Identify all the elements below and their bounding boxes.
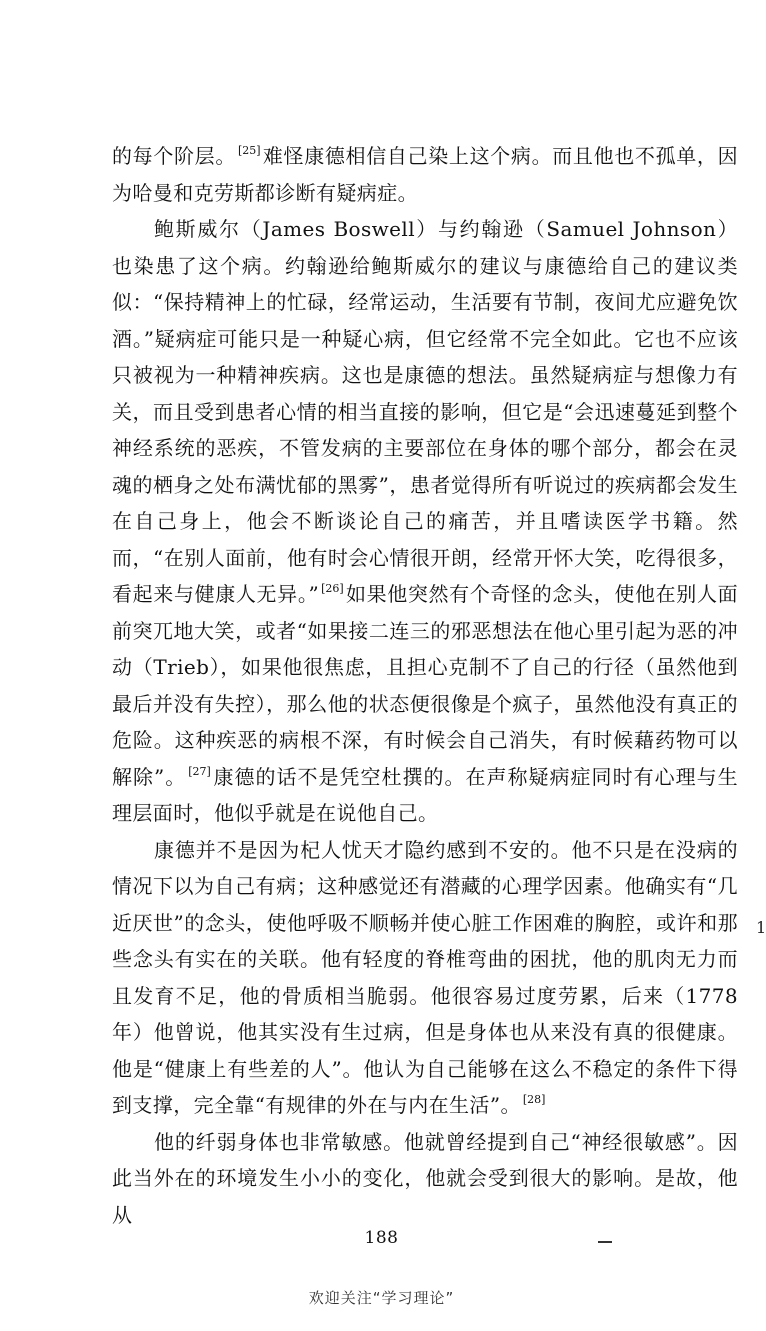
paragraph-text: 如果他突然有个奇怪的念头，使他在别人面前突兀地大笑，或者“如果接二连三的邪恶想法在他心里引起为恶的冲动（Trieb），如果他很焦虑，且担心克制不了自己的行径（虽然他到最后并没有失控），那么他的状态便很像是个疯子，虽然他没有真正的危险。这种疾恶的病根不深，有时候会自己消失，有时候藉药物可以解除”。 [112,582,739,789]
paragraph [112,1124,738,1234]
paragraph-text: 鲍斯威尔（James Boswell）与约翰逊（Samuel Johnson）也染患了这个病。约翰逊给鲍斯威尔的建议与康德给自己的建议类似：“保持精神上的忙碌，经常运动，生活要有节制，夜间尤应避免饮酒。”疑病症可能只是一种疑心病，但它经常不完全如此。它也不应该只被视为一种精神疾病。这也是康德的想法。虽然疑病症与想像力有关，而且受到患者心情的相当直接的影响，但它是“会迅速蔓延到整个神经系统的恶疾，不管发病的主要部位在身体的哪个部分，都会在灵魂的栖身之处布满忧郁的黑雾”，患者觉得所有听说过的疾病都会发生在自己身上，他会不断谈论自己的痛苦，并且嗜读医学书籍。然而，“在别人面前，他有时会心情很开朗，经常开怀大笑，吃得很多，看起来与健康人无异。” [112,217,738,606]
footer-note: 欢迎关注“学习理论” [308,1289,455,1307]
paragraph [112,138,738,211]
paragraph-text: 康德并不是因为杞人忧天才隐约感到不安的。他不只是在没病的情况下以为自己有病；这种感觉还有潜藏的心理学因素。他确实有“几近厌世”的念头，使他呼吸不顺畅并使心脏工作困难的胸腔，或许和那些念头有实在的关联。他有轻度的脊椎弯曲的困扰，他的肌肉无力而且发育不足，他的骨质相当脆弱。他很容易过度劳累，后来（1778 年）他曾说，他其实没有生过病，但是身体也从来没有真的很健康。他是“健康上有些差的人”。他认为自己能够在这么不稳定的条件下得到支撑，完全靠“有规律的外在与内在生活”。 [112,837,738,1117]
paragraph-text: 康德的话不是凭空杜撰的。在声称疑病症同时有心理与生理层面时，他似乎就是在说他自己。 [112,764,738,825]
margin-mark: 1 [756,918,766,937]
scan-speck [598,1241,612,1243]
paragraph [112,211,738,832]
paragraph-text: 的每个阶层。 [112,144,237,168]
paragraph [112,832,738,1124]
footnote-reference: [26] [321,582,344,595]
body-text [112,138,738,1233]
page-number: 188 [364,1228,399,1248]
footnote-reference: [25] [238,144,261,157]
paragraph-text: 他的纤弱身体也非常敏感。他就曾经提到自己“神经很敏感”。因此当外在的环境发生小小的变化，他就会受到很大的影响。是故，他从 [112,1129,738,1227]
paragraph-text: 难怪康德相信自己染上这个病。而且他也不孤单，因为哈曼和克劳斯都诊断有疑病症。 [112,144,738,205]
footnote-reference: [27] [188,764,211,778]
footnote-reference: [28] [522,1093,546,1106]
